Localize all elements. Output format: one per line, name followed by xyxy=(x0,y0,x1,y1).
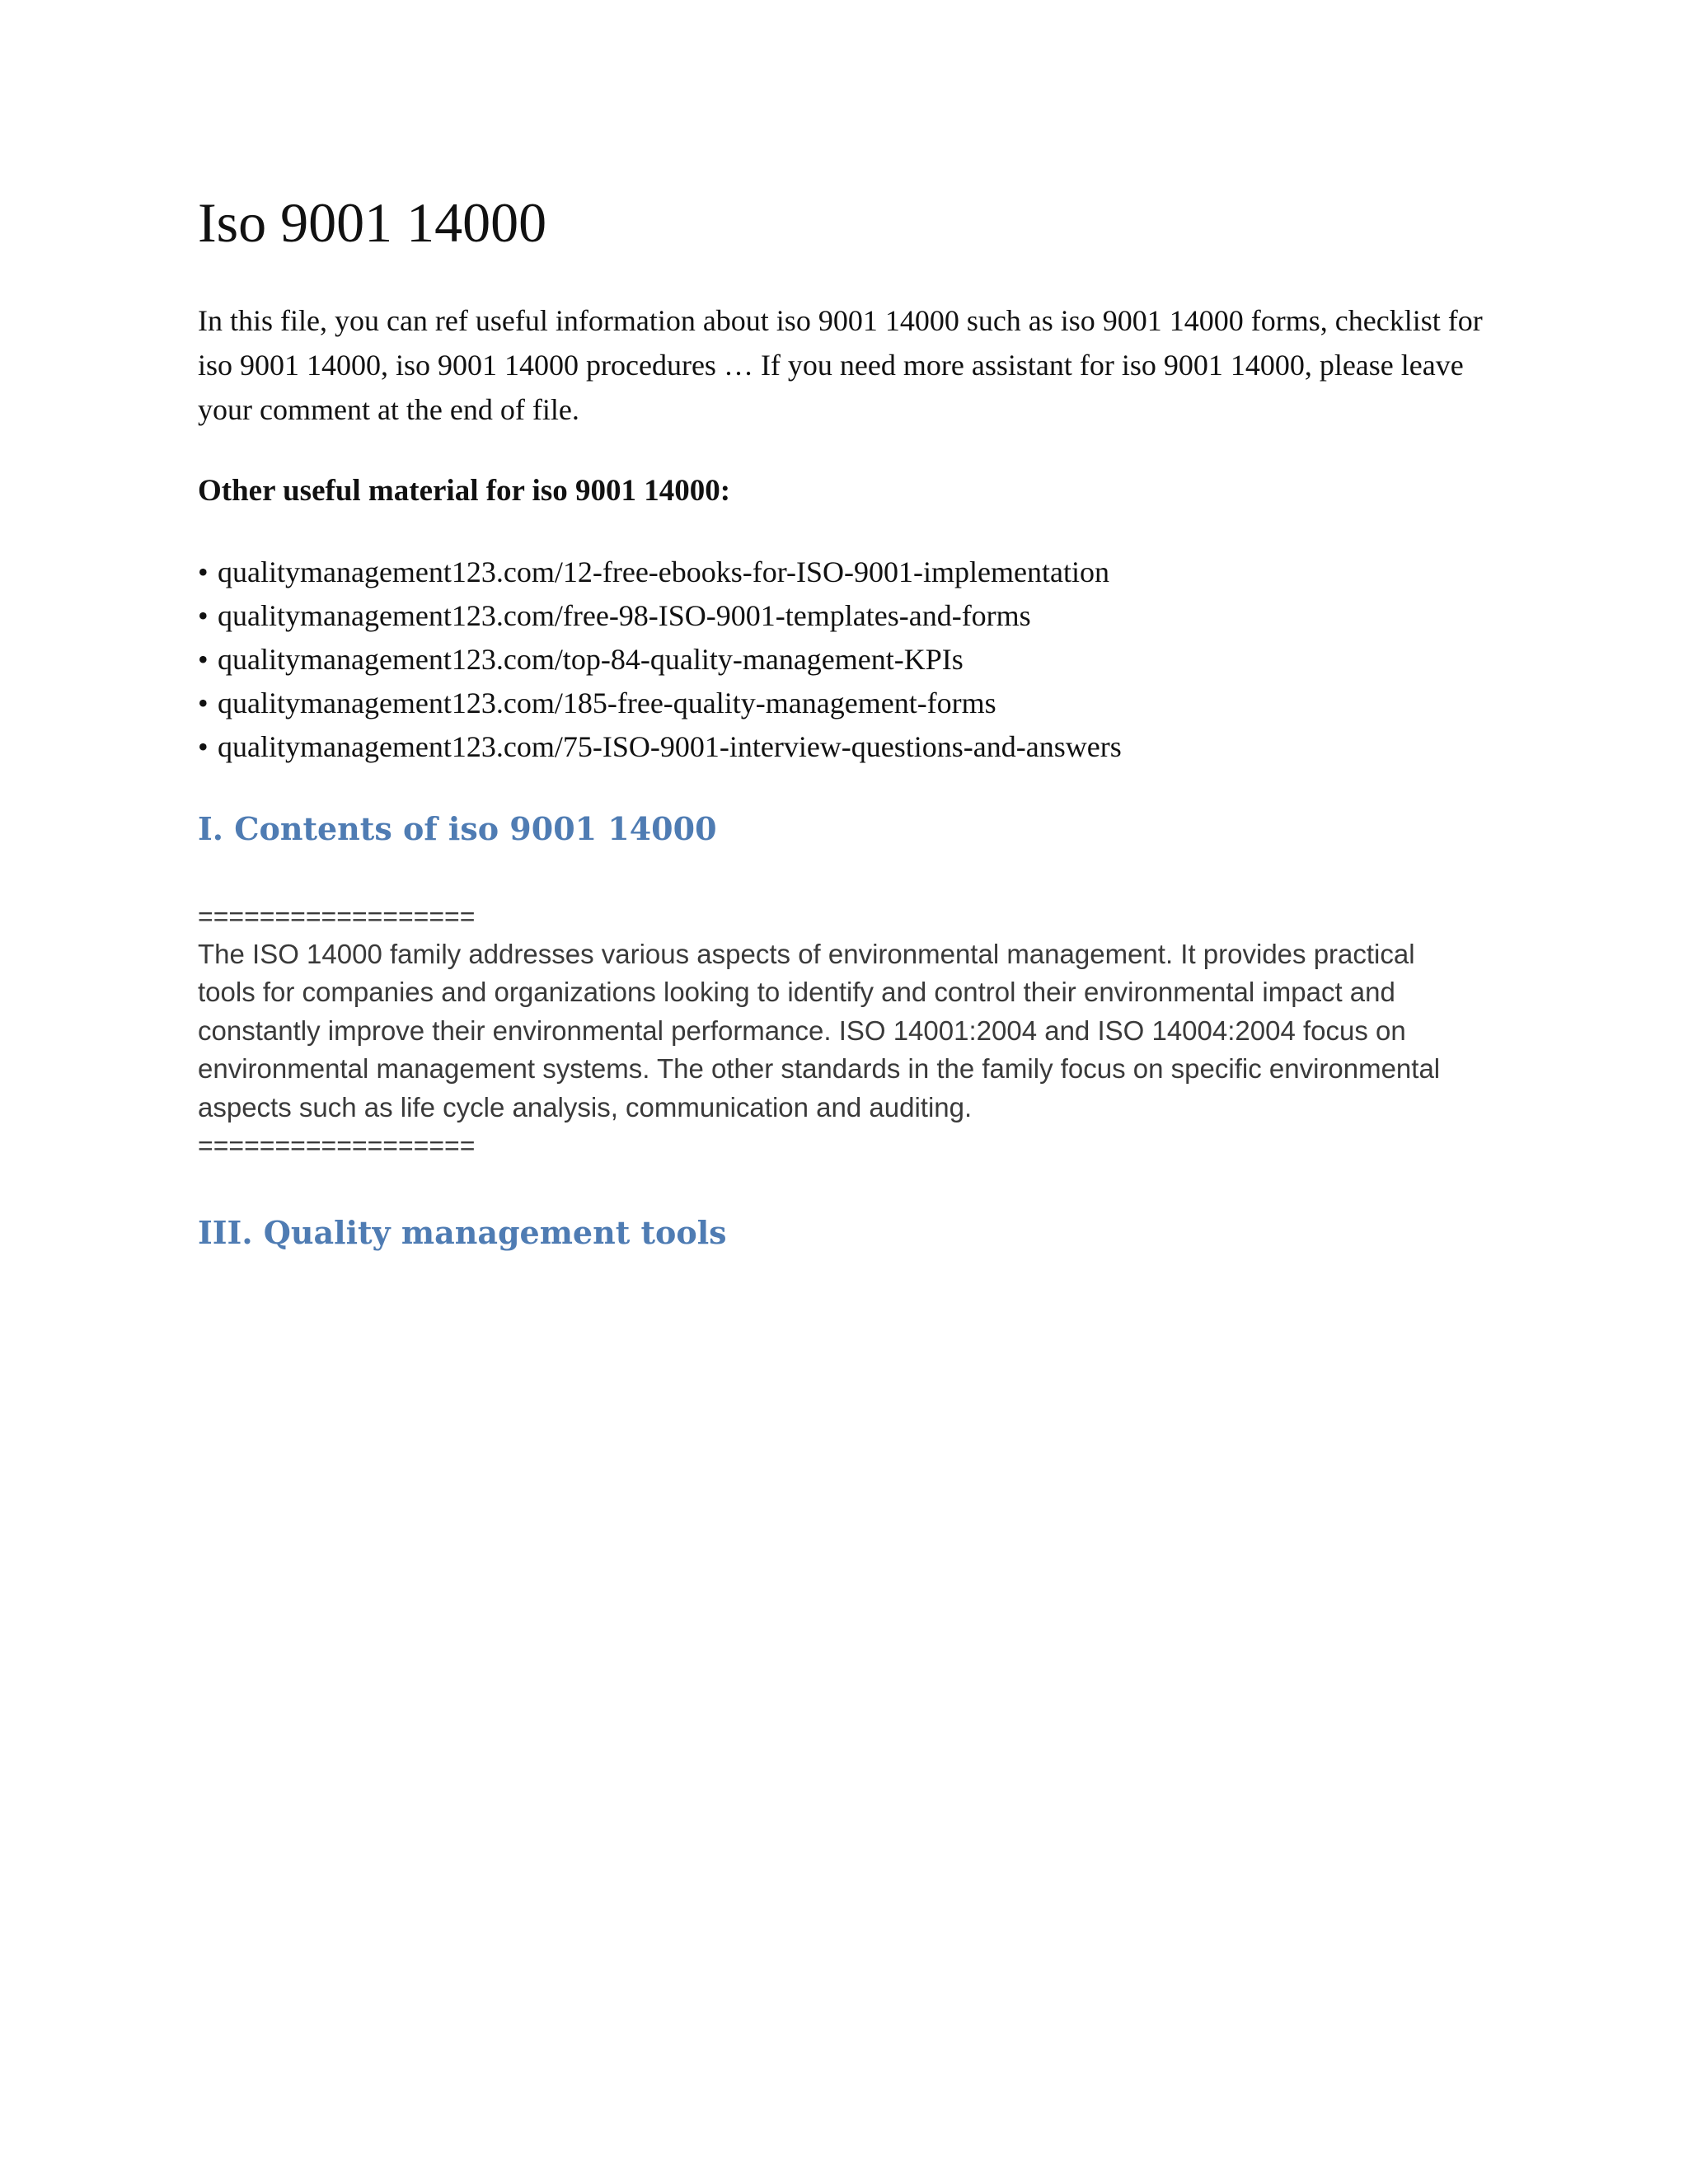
material-link[interactable]: qualitymanagement123.com/75-ISO-9001-interview-questions-and-answers xyxy=(218,729,1122,763)
materials-heading: Other useful material for iso 9001 14000: xyxy=(198,473,731,508)
material-link[interactable]: qualitymanagement123.com/185-free-quality-management-forms xyxy=(218,686,996,719)
contents-section xyxy=(198,898,1484,1165)
material-link[interactable]: qualitymanagement123.com/top-84-quality-management-KPIs xyxy=(218,642,964,676)
document-title: Iso 9001 14000 xyxy=(198,191,547,254)
bullet-icon: • xyxy=(198,555,209,588)
material-link[interactable]: qualitymanagement123.com/free-98-ISO-9001-templates-and-forms xyxy=(218,598,1031,632)
list-item xyxy=(198,594,1484,638)
bullet-icon: • xyxy=(198,642,209,676)
section-heading-quality-tools: III. Quality management tools xyxy=(198,1214,727,1252)
divider-bottom: ================== xyxy=(198,1131,476,1161)
list-item xyxy=(198,551,1484,594)
bullet-icon: • xyxy=(198,686,209,719)
section-heading-contents: I. Contents of iso 9001 14000 xyxy=(198,809,717,847)
divider-top: ================== xyxy=(198,901,476,931)
bullet-icon: • xyxy=(198,729,209,763)
list-item xyxy=(198,725,1484,769)
materials-list xyxy=(198,551,1484,769)
contents-paragraph: The ISO 14000 family addresses various aspects of environmental management. It provides practical tools for companies and organizations looking to identify and control their environmental impact and constantly improve their environmental performance. ISO 14001:2004 and ISO 14004:2004 focus on environmental management systems. The other standards in the family focus on specific environmental aspects such as life cycle analysis, communication and auditing. xyxy=(198,938,1441,1122)
intro-paragraph: In this file, you can ref useful information about iso 9001 14000 such as iso 9001 14000 forms, checklist for iso 9001 14000, iso 9001 14000 procedures … If you need more assistant for iso 9001 14000, please leave your comment at the end of file. xyxy=(198,303,1483,426)
list-item xyxy=(198,682,1484,725)
bullet-icon: • xyxy=(198,598,209,632)
list-item xyxy=(198,638,1484,682)
document-content xyxy=(198,190,1484,1301)
material-link[interactable]: qualitymanagement123.com/12-free-ebooks-for-ISO-9001-implementation xyxy=(218,555,1109,588)
